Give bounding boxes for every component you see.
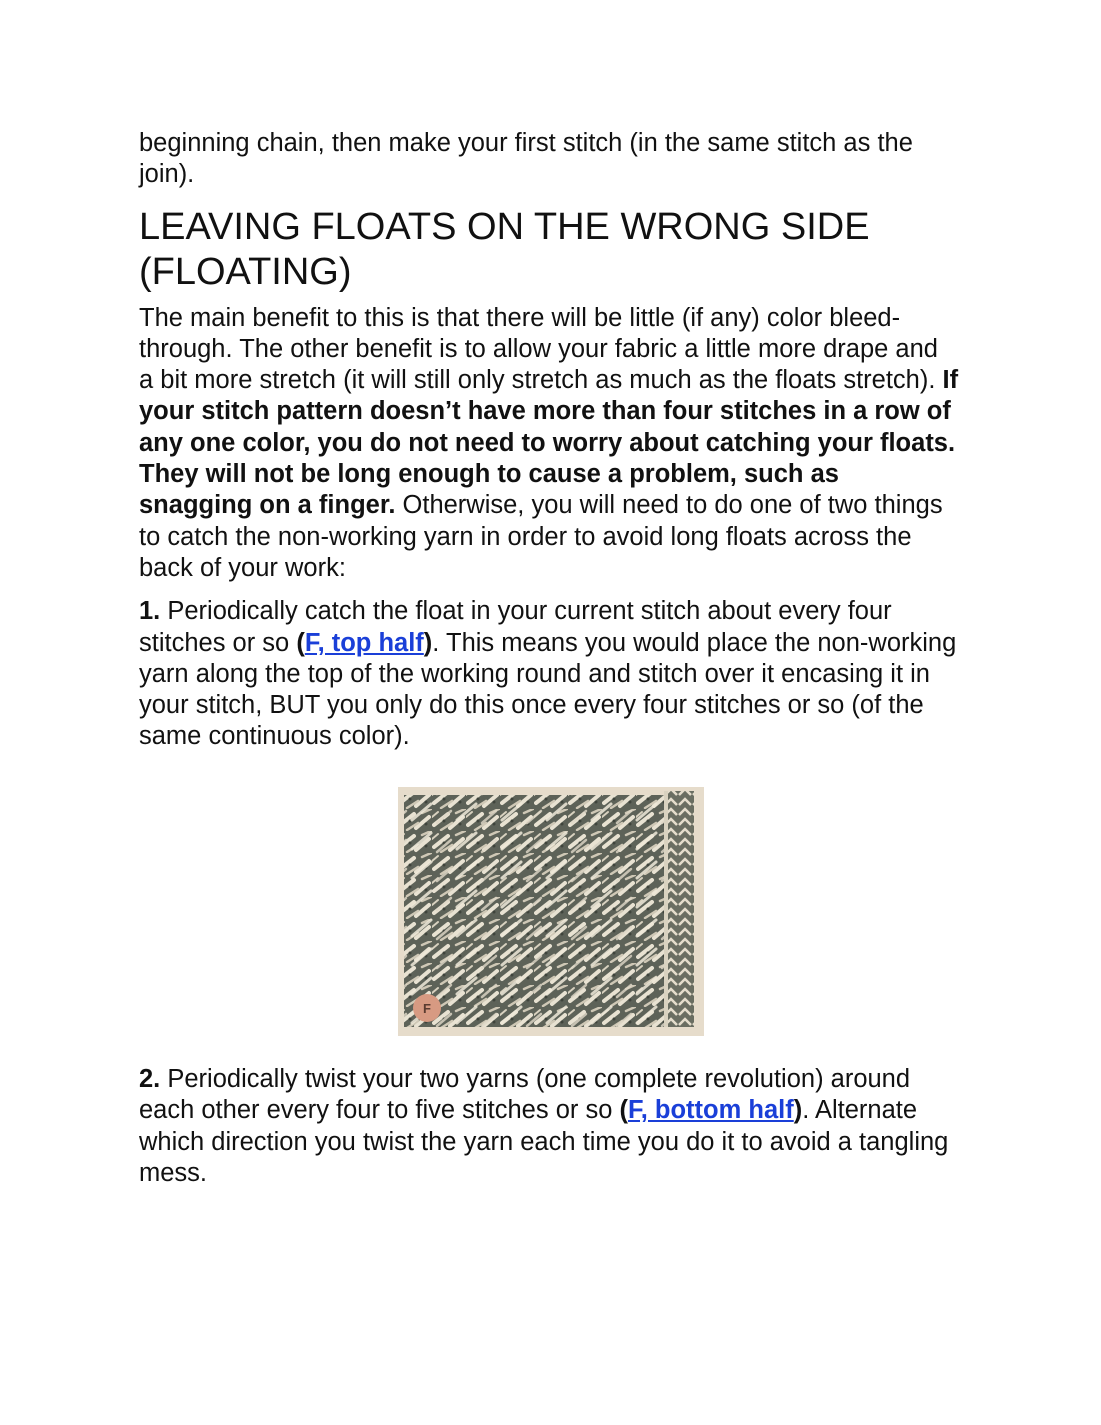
step-1-text-a: Periodically catch the float in your current stitch about every four stitches or so — [139, 597, 892, 657]
figure-f-bottom-half-link[interactable]: F, bottom half — [627, 1096, 794, 1125]
figure-f-crochet-swatch — [398, 787, 704, 1036]
paragraph-text-start: The main benefit to this is that there will be little (if any) color bleed-through. The other benefit is to allow your fabric a little more drape and a bit more stretch (it will still only stretch as much as the floats stretch). — [139, 303, 943, 395]
step-1-text-b: . This means you would place the non-working yarn along the top of the working round and stitch over it encasing it in your stitch, BUT you only do this once every four stitches or so (of the same continuous color). — [139, 628, 957, 751]
heading-line-2: (FLOATING) — [139, 250, 352, 293]
step-1-paragraph — [139, 596, 959, 752]
crochet-swatch-image — [398, 787, 704, 1036]
section-heading — [139, 205, 959, 295]
step-2-paren-close: ) — [793, 1096, 803, 1125]
step-1-paren-close: ) — [423, 628, 433, 657]
step-1-number: 1. — [139, 597, 161, 626]
step-2-number: 2. — [139, 1065, 161, 1093]
step-2-text-b: . Alternate which direction you twist the yarn each time you do it to avoid a tangling mess. — [139, 1096, 949, 1187]
step-2-block — [139, 1064, 959, 1189]
step-2-paragraph — [139, 1064, 959, 1189]
figure-badge-label: F — [423, 1001, 431, 1016]
step-2-text-a: Periodically twist your two yarns (one complete revolution) around each other every four to five stitches or so — [139, 1065, 911, 1125]
intro-paragraph: beginning chain, then make your first stitch (in the same stitch as the join). — [139, 129, 913, 189]
step-1-paren-open: ( — [296, 628, 305, 657]
figure-f-top-half-link[interactable]: F, top half — [304, 628, 424, 657]
paragraph-bold-note: If your stitch pattern doesn’t have more than four stitches in a row of any one color, you do not need to worry about catching your floats. They will not be long enough to cause a problem, such as snagging on a finger. — [139, 366, 959, 520]
heading-line-1: LEAVING FLOATS ON THE WRONG SIDE — [139, 205, 870, 248]
paragraph-text-end: Otherwise, you will need to do one of two things to catch the non-working yarn in order to avoid long floats across the back of your work: — [139, 491, 943, 582]
floating-paragraph — [139, 303, 959, 585]
swatch-edge — [668, 791, 694, 1027]
document-page — [139, 128, 959, 753]
step-2-paren-open: ( — [619, 1096, 628, 1125]
